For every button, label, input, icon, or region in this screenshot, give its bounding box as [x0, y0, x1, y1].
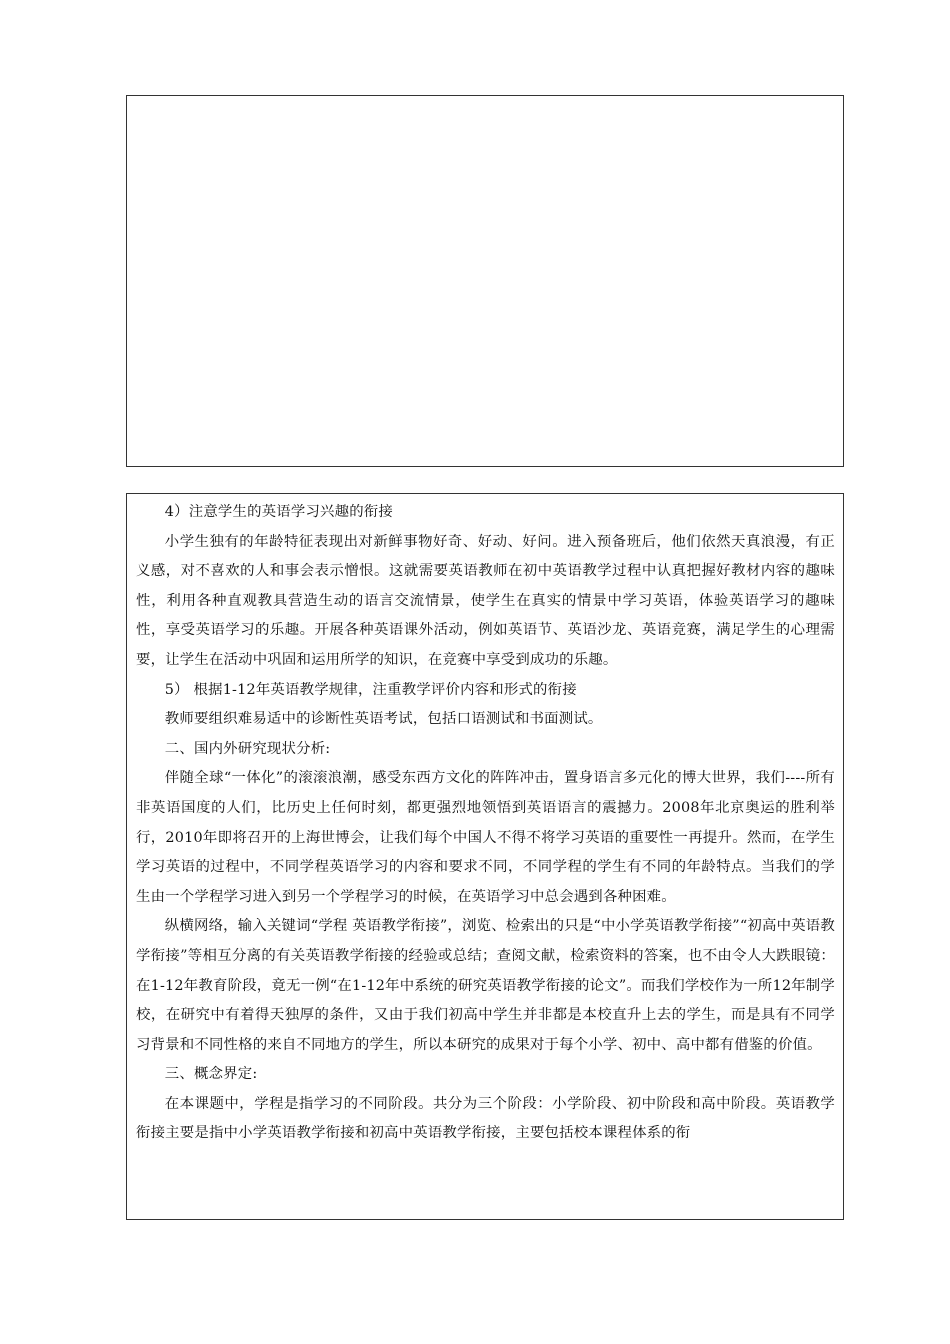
paragraph-literature-search: 纵横网络，输入关键词“学程 英语教学衔接”，浏览、检索出的只是“中小学英语教学衔接”“初高中英语教学衔接”等相互分离的有关英语教学衔接的经验或总结；查阅文献，检索资料的答案，也不由令人大跌眼镜：在1-12年教育阶段，竟无一例“在1-12年中系统的研究英语教学衔接的论文”。而我们学校作为一所12年制学校，在研究中有着得天独厚的条件，又由于我们初高中学生并非都是本校直升上去的学生，而是具有不同学习背景和不同性格的来自不同地方的学生，所以本研究的成果对于每个小学、初中、高中都有借鉴的价值。 [136, 918, 835, 1053]
section-heading-evaluation: 5） 根据1-12年英语教学规律，注重教学评价内容和形式的衔接 [164, 681, 577, 698]
section-heading-definition: 三、概念界定: [164, 1066, 258, 1083]
paragraph-definition: 在本课题中，学程是指学习的不同阶段。共分为三个阶段：小学阶段、初中阶段和高中阶段。英语教学衔接主要是指中小学英语教学衔接和初高中英语教学衔接，主要包括校本课程体系的衔 [136, 1095, 835, 1142]
section-heading-research-status: 二、国内外研究现状分析: [164, 740, 331, 757]
section-heading-interest: 4）注意学生的英语学习兴趣的衔接 [164, 504, 394, 520]
paragraph-evaluation: 教师要组织难易适中的诊断性英语考试，包括口语测试和书面测试。 [164, 711, 603, 728]
document-body [127, 494, 843, 1149]
paragraph-interest: 小学生独有的年龄特征表现出对新鲜事物好奇、好动、好问。进入预备班后，他们依然天真浪漫，有正义感，对不喜欢的人和事会表示憎恨。这就需要英语教师在初中英语教学过程中认真把握好教材内容的趣味性，利用各种直观教具营造生动的语言交流情景，使学生在真实的情景中学习英语，体验英语学习的趣味性，享受英语学习的乐趣。开展各种英语课外活动，例如英语节、英语沙龙、英语竞赛，满足学生的心理需要，让学生在活动中巩固和运用所学的知识，在竞赛中享受到成功的乐趣。 [136, 533, 835, 668]
top-table-cell [126, 95, 844, 467]
main-table-cell [126, 493, 844, 1220]
paragraph-research-status: 伴随全球“一体化”的滚滚浪潮，感受东西方文化的阵阵冲击，置身语言多元化的博大世界，我们----所有非英语国度的人们，比历史上任何时刻，都更强烈地领悟到英语语言的震撼力。2008年北京奥运的胜利举行，2010年即将召开的上海世博会，让我们每个中国人不得不将学习英语的重要性一再提升。然而，在学生学习英语的过程中，不同学程英语学习的内容和要求不同，不同学程的学生有不同的年龄特点。当我们的学生由一个学程学习进入到另一个学程学习的时候，在英语学习中总会遇到各种困难。 [136, 770, 835, 905]
